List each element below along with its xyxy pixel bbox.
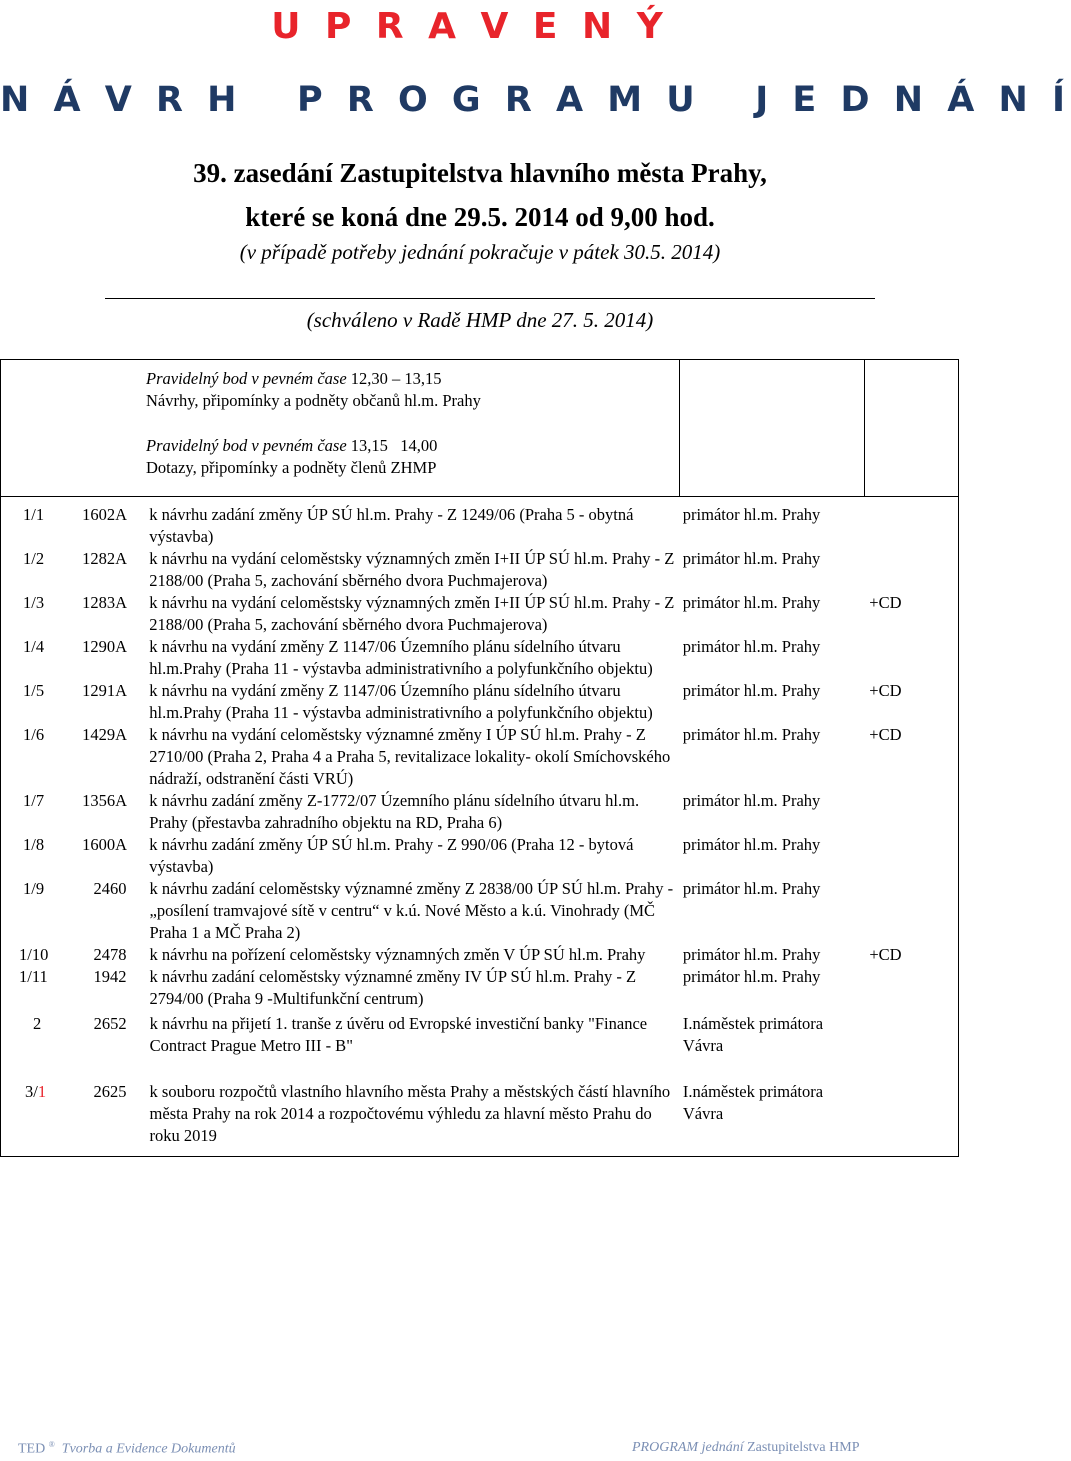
- item-text: k návrhu zadání změny ÚP SÚ hl.m. Prahy - Z 1249/06 (Praha 5 - obytná výstavba): [149, 505, 634, 546]
- fixed-point-time: 13,15 14,00: [350, 436, 438, 455]
- list-item: [1, 636, 958, 680]
- fixed-points-row: [1, 360, 959, 497]
- fixed-points-empty-who: [680, 360, 865, 497]
- fixed-point-time: 12,30 – 13,15: [350, 369, 442, 388]
- item-number: [1, 1081, 82, 1147]
- item-code: 2625: [93, 1082, 127, 1101]
- item-text: k návrhu zadání změny Z-1772/07 Územního plánu sídelního útvaru hl.m. Prahy (přestavba zahradního objektu na RD, Praha 6): [149, 791, 640, 832]
- item-code: 1602A: [82, 505, 128, 524]
- item-presenter: primátor hl.m. Prahy: [682, 791, 821, 810]
- footer-right: [632, 1440, 859, 1456]
- item-text: k návrhu na vydání celoměstsky významných změn I+II ÚP SÚ hl.m. Prahy - Z 2188/00 (Praha 5, zachování sběrného dvora Puchmajerova): [149, 593, 675, 634]
- item-presenter: primátor hl.m. Prahy: [682, 593, 821, 612]
- item-text: k návrhu na vydání změny Z 1147/06 Územního plánu sídelního útvaru hl.m.Prahy (Praha 11 - výstavba administrativního a polyfunkčního objektu): [149, 681, 653, 722]
- item-text: k návrhu zadání celoměstsky významné změny Z 2838/00 ÚP SÚ hl.m. Prahy - „posílení tramvajové sítě v centru“ v k.ú. Nové Město a k.ú. Vinohrady (MČ Praha 1 a MČ Praha 2): [149, 879, 674, 942]
- item-presenter: primátor hl.m. Prahy: [682, 725, 821, 744]
- item-text: k návrhu na vydání celoměstsky významné změny I ÚP SÚ hl.m. Prahy - Z 2710/00 (Praha 2, Praha 4 a Praha 5, revitalizace lokality- okolí Smíchovského nádraží, odstranění části VRÚ): [149, 725, 671, 788]
- item-cd: [860, 834, 958, 878]
- item-text: k návrhu zadání celoměstsky významné změny IV ÚP SÚ hl.m. Prahy - Z 2794/00 (Praha 9 -Multifunkční centrum): [149, 967, 637, 1008]
- approval-note: (schváleno v Radě HMP dne 27. 5. 2014): [306, 308, 654, 332]
- item-cd: +CD: [869, 725, 902, 744]
- item-cd: [860, 966, 958, 1010]
- footer-left-text: Tvorba a Evidence Dokumentů: [61, 1441, 236, 1457]
- item-code: 2652: [93, 1014, 127, 1033]
- item-number: 1/4: [23, 637, 45, 656]
- item-text: k souboru rozpočtů vlastního hlavního města Prahy a městských částí hlavního města Prahy na rok 2014 a rozpočtovému výhledu za hlavní město Prahu do roku 2019: [149, 1082, 671, 1145]
- item-presenter: primátor hl.m. Prahy: [682, 835, 821, 854]
- program-items: [1, 504, 958, 1147]
- item-number: 2: [33, 1014, 42, 1033]
- item-cd: +CD: [869, 681, 902, 700]
- title-navrh-programu: N Á V R H P R O G R A M U J E D N Á N Í: [0, 80, 1071, 120]
- item-cd: [860, 1013, 958, 1057]
- session-title: 39. zasedání Zastupitelstva hlavního města Prahy,: [193, 158, 767, 188]
- item-code: 1356A: [82, 791, 128, 810]
- fixed-point-desc: Návrhy, připomínky a podněty občanů hl.m. Prahy: [146, 391, 481, 410]
- footer-left: TED ® Tvorba a Evidence Dokumentů: [18, 1440, 236, 1457]
- fixed-point-1: [146, 368, 679, 412]
- item-cd: +CD: [869, 593, 902, 612]
- item-number-sub: 1: [37, 1082, 47, 1101]
- item-number: 1/6: [23, 725, 45, 744]
- program-table: [0, 359, 959, 1157]
- item-text: k návrhu na přijetí 1. tranše z úvěru od Evropské investiční banky "Finance Contract Prague Metro III - B": [149, 1014, 648, 1055]
- list-item: [1, 1081, 958, 1147]
- list-item: [1, 878, 958, 944]
- item-code: 1942: [93, 967, 127, 986]
- fixed-point-desc: Dotazy, připomínky a podněty členů ZHMP: [146, 458, 437, 477]
- item-number: 1/3: [23, 593, 45, 612]
- items-row: [1, 497, 959, 1157]
- item-presenter: primátor hl.m. Prahy: [682, 637, 821, 656]
- item-text: k návrhu na vydání celoměstsky významných změn I+II ÚP SÚ hl.m. Prahy - Z 2188/00 (Praha 5, zachování sběrného dvora Puchmajerova): [149, 549, 675, 590]
- fixed-points-empty-cd: [865, 360, 959, 497]
- item-presenter: I.náměstek primátora Vávra: [682, 1014, 824, 1055]
- list-item: [1, 944, 958, 966]
- item-cd: [860, 1081, 958, 1147]
- footer-brand: TED: [18, 1441, 46, 1457]
- item-presenter: primátor hl.m. Prahy: [682, 681, 821, 700]
- item-number-main: 3/: [25, 1082, 38, 1101]
- items-cell: [1, 497, 959, 1157]
- item-number: 1/2: [23, 549, 45, 568]
- item-number: 1/10: [19, 945, 49, 964]
- list-item: [1, 548, 958, 592]
- item-cd: [860, 548, 958, 592]
- divider: [105, 298, 875, 299]
- item-number: 1/7: [23, 791, 45, 810]
- item-code: 1282A: [82, 549, 128, 568]
- title-upraveny: U P R A V E N Ý: [271, 6, 669, 47]
- list-item: [1, 790, 958, 834]
- item-presenter: primátor hl.m. Prahy: [682, 967, 821, 986]
- footer-right-italic: PROGRAM jednání: [632, 1440, 744, 1455]
- item-text: k návrhu na pořízení celoměstsky významných změn V ÚP SÚ hl.m. Prahy: [149, 945, 646, 964]
- item-number: 1/11: [19, 967, 48, 986]
- item-text: k návrhu zadání změny ÚP SÚ hl.m. Prahy - Z 990/06 (Praha 12 - bytová výstavba): [149, 835, 634, 876]
- item-presenter: I.náměstek primátora Vávra: [682, 1082, 824, 1123]
- item-number: 1/8: [23, 835, 45, 854]
- item-cd: [860, 636, 958, 680]
- list-item: [1, 592, 958, 636]
- item-code: 1283A: [82, 593, 128, 612]
- item-presenter: primátor hl.m. Prahy: [682, 505, 821, 524]
- item-cd: +CD: [869, 945, 902, 964]
- item-number: 1/1: [23, 505, 45, 524]
- list-item: [1, 680, 958, 724]
- item-text: k návrhu na vydání změny Z 1147/06 Územního plánu sídelního útvaru hl.m.Prahy (Praha 11 - výstavba administrativního a polyfunkčního objektu): [149, 637, 653, 678]
- item-number: 1/9: [23, 879, 45, 898]
- item-code: 1600A: [82, 835, 128, 854]
- list-item: [1, 504, 958, 548]
- item-cd: [860, 790, 958, 834]
- item-code: 1429A: [82, 725, 128, 744]
- fixed-point-label: Pravidelný bod v pevném čase: [146, 436, 347, 455]
- session-date: které se koná dne 29.5. 2014 od 9,00 hod.: [245, 202, 715, 232]
- item-cd: [860, 878, 958, 944]
- item-cd: [860, 504, 958, 548]
- list-item: [1, 966, 958, 1010]
- item-code: 2460: [93, 879, 127, 898]
- footer-right-text: Zastupitelstva HMP: [747, 1440, 860, 1455]
- item-code: 2478: [93, 945, 127, 964]
- fixed-points-cell: [1, 360, 680, 497]
- list-item: [1, 1013, 958, 1057]
- list-item: [1, 834, 958, 878]
- item-number: 1/5: [23, 681, 45, 700]
- item-presenter: primátor hl.m. Prahy: [682, 549, 821, 568]
- session-continuation: (v případě potřeby jednání pokračuje v pátek 30.5. 2014): [239, 240, 721, 264]
- list-item: [1, 724, 958, 790]
- item-code: 1290A: [82, 637, 128, 656]
- item-code: 1291A: [82, 681, 128, 700]
- item-presenter: primátor hl.m. Prahy: [682, 945, 821, 964]
- item-presenter: primátor hl.m. Prahy: [682, 879, 821, 898]
- fixed-point-2: [146, 435, 679, 479]
- fixed-point-label: Pravidelný bod v pevném čase: [146, 369, 347, 388]
